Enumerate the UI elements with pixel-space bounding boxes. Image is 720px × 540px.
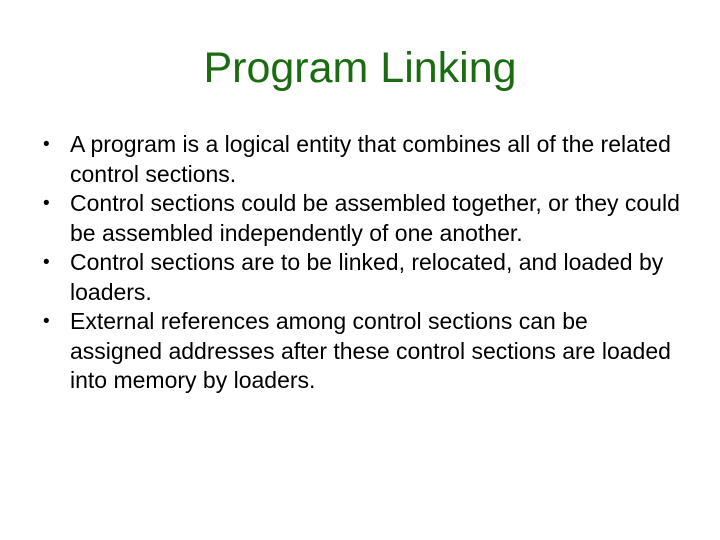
bullet-list	[40, 130, 680, 396]
slide-title: Program Linking	[203, 44, 517, 92]
bullet-text: External references among control sections can be assigned addresses after these control sections are loaded into memory by loaders.	[70, 308, 671, 393]
bullet-item	[40, 307, 680, 396]
bullet-item	[40, 189, 680, 248]
bullet-item	[40, 130, 680, 189]
bullet-marker: •	[43, 311, 50, 332]
bullet-text: Control sections are to be linked, relocated, and loaded by loaders.	[70, 249, 664, 305]
bullet-text: Control sections could be assembled together, or they could be assembled independently of one another.	[70, 190, 680, 246]
bullet-marker: •	[43, 134, 50, 155]
bullet-item	[40, 248, 680, 307]
bullet-marker: •	[43, 193, 50, 214]
bullet-text: A program is a logical entity that combines all of the related control sections.	[70, 131, 671, 187]
bullet-marker: •	[43, 252, 50, 273]
